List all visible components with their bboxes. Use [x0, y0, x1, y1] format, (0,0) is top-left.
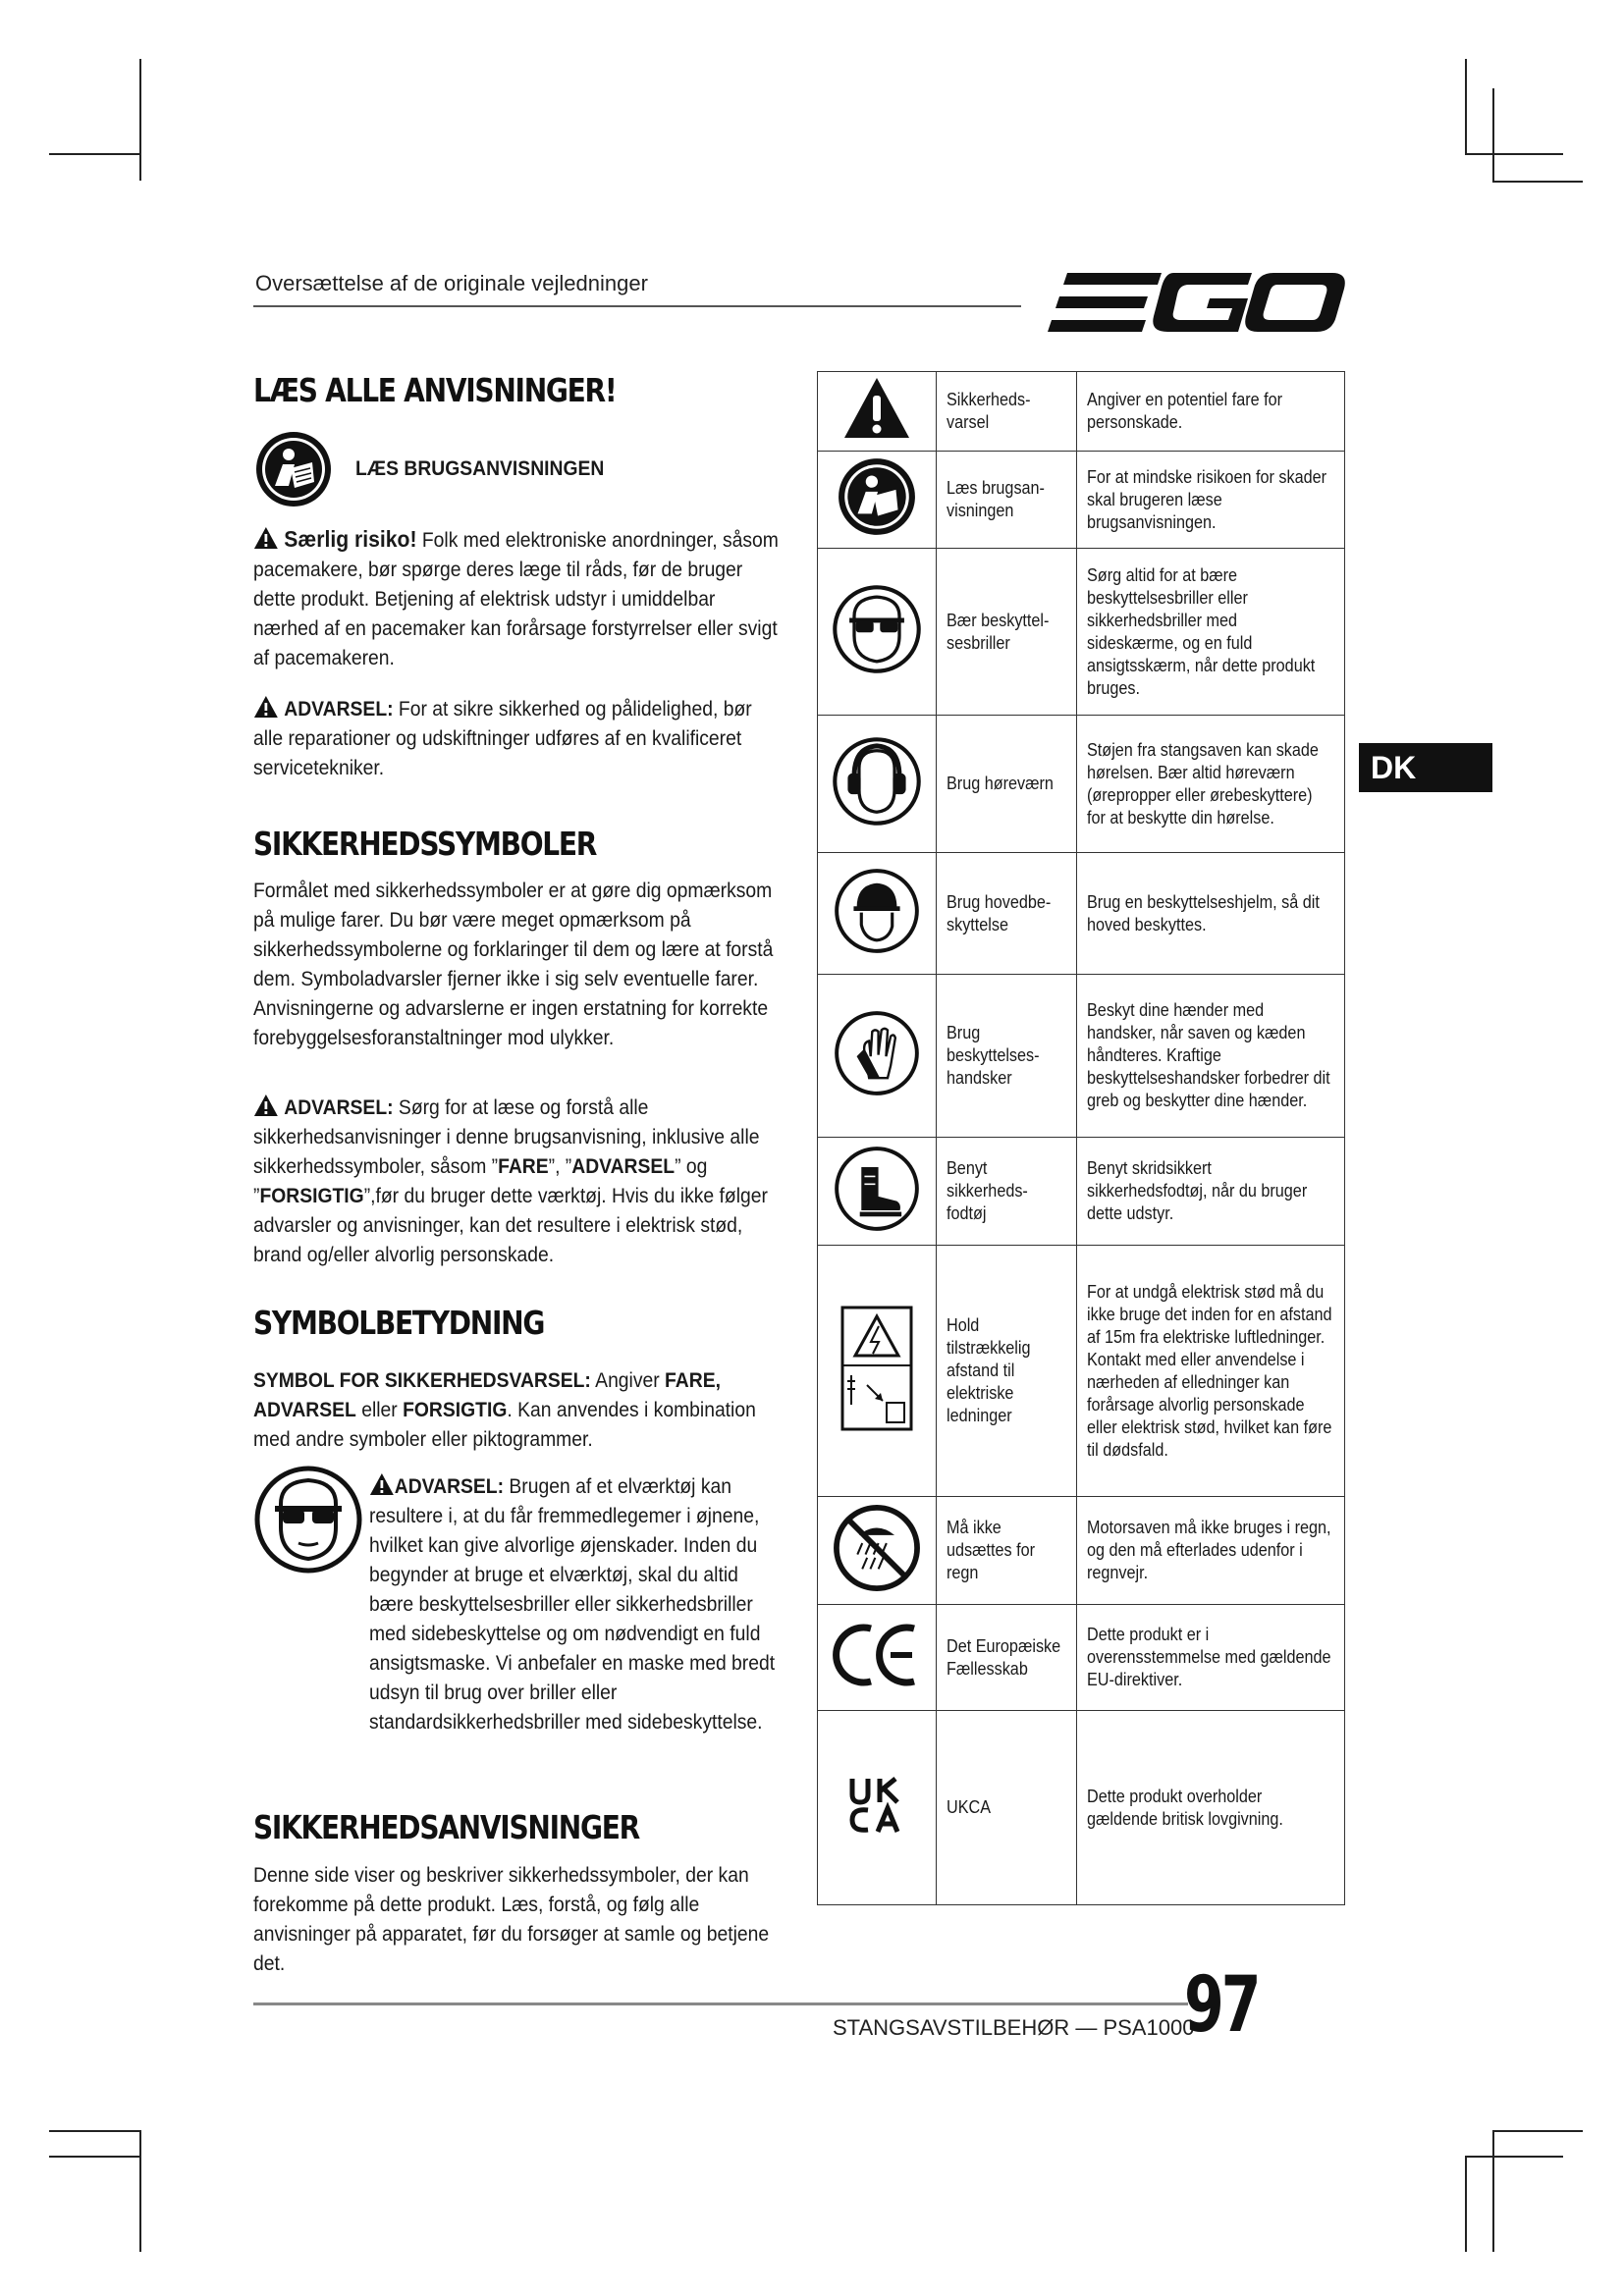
symbol-meaning-paragraph: SYMBOL FOR SIKKERHEDSVARSEL: Angiver FARE, ADVARSEL eller FORSIGTIG. Kan anvendes i kombination med andre symboler eller piktogrammer.	[253, 1369, 756, 1451]
crop-mark	[1467, 2156, 1563, 2158]
header-rule	[253, 305, 1021, 307]
no-rain-icon	[832, 1503, 922, 1593]
symbol-description: For at mindske risikoen for skader skal brugeren læse brugsanvisningen.	[1087, 466, 1326, 532]
warning-triangle-icon	[253, 1094, 279, 1117]
ukca-mark-icon	[846, 1775, 907, 1836]
crop-mark	[49, 2156, 141, 2158]
ce-mark-icon	[832, 1621, 922, 1689]
warning-triangle-icon	[253, 695, 279, 719]
crop-mark	[1492, 2130, 1494, 2252]
crop-mark	[1465, 2156, 1467, 2252]
symbol-name: Hold tilstrækkelig afstand til elektriske ledninger	[947, 1315, 1031, 1425]
warning-triangle-icon	[842, 376, 911, 441]
crop-mark	[139, 2130, 141, 2252]
warning-triangle-icon	[253, 526, 279, 550]
read-manual-label: LÆS BRUGSANVISNINGEN	[355, 457, 605, 480]
language-tab-dk: DK	[1359, 743, 1492, 792]
safety-symbols-table	[817, 371, 1345, 1905]
symbol-name: Bær beskyttel-sesbriller	[947, 610, 1050, 653]
page-number: 97	[1184, 1961, 1259, 2050]
symbol-name: Må ikke udsættes for regn	[947, 1518, 1036, 1582]
table-row	[818, 1246, 1345, 1497]
symbol-description: Sørg altid for at bære beskyttelsesbriller eller sikkerhedsbriller med sideskærme, og en fuld ansigtsskærm, når dette produkt bruges.	[1087, 564, 1316, 698]
symbol-description: Benyt skridsikkert sikkerhedsfodtøj, når du bruger dette udstyr.	[1087, 1158, 1308, 1223]
symbol-name: UKCA	[947, 1797, 992, 1817]
footer-rule	[253, 2002, 1188, 2005]
crop-mark	[1492, 181, 1583, 183]
symbol-description: Motorsaven må ikke bruges i regn, og den må efterlades udenfor i regnvejr.	[1087, 1518, 1331, 1582]
warning-triangle-icon	[369, 1472, 395, 1496]
table-row	[818, 549, 1345, 716]
crop-mark	[49, 2130, 141, 2132]
crop-mark	[139, 153, 141, 181]
symbol-name: Læs brugsan-visningen	[947, 478, 1045, 520]
crop-mark	[1465, 59, 1467, 155]
safety-glasses-icon	[832, 584, 922, 674]
symbol-description: Beskyt dine hænder med handsker, når saven og kæden håndteres. Kraftige beskyttelseshandsker forbedrer dit greb og beskytter dine hænder.	[1087, 1000, 1330, 1110]
safety-glasses-icon	[253, 1465, 363, 1575]
table-row	[818, 1605, 1345, 1711]
heading-symbol-meaning: SYMBOLBETYDNING	[253, 1304, 545, 1342]
symbol-description: Dette produkt overholder gældende britisk lovgivning.	[1087, 1786, 1283, 1829]
read-manual-icon	[253, 429, 334, 509]
symbol-description: Brug en beskyttelseshjelm, så dit hoved beskyttes.	[1087, 891, 1320, 934]
special-risk-paragraph: Særlig risiko! Folk med elektroniske anordninger, såsom pacemakere, bør spørge deres læge til råds, før de bruger dette produkt. Betjening af elektrisk udstyr i umiddelbar nærhed af en pacemaker kan forårsage forstyrrelser eller svigt af pacemakeren.	[253, 526, 779, 669]
symbol-description: For at undgå elektrisk stød må du ikke bruge det inden for en afstand af 15m fra elektriske luftledninger. Kontakt med eller anvendelse i nærheden af elledninger kan forårsage alvorlig personskade eller elektrisk stød, hvilket kan føre til dødsfald.	[1087, 1281, 1332, 1460]
footer-product: STANGSAVSTILBEHØR — PSA1000	[833, 2015, 1195, 2040]
symbol-description: Dette produkt er i overensstemmelse med gældende EU-direktiver.	[1087, 1625, 1331, 1689]
gloves-icon	[834, 1010, 920, 1096]
helmet-icon	[834, 868, 920, 954]
power-lines-icon	[839, 1305, 914, 1432]
heading-safety-symbols: SIKKERHEDSSYMBOLER	[253, 825, 597, 863]
table-row	[818, 716, 1345, 853]
symbol-name: Det Europæiske Fællesskab	[947, 1635, 1061, 1679]
ego-logo	[1046, 265, 1345, 340]
symbol-description: Angiver en potentiel fare for personskade.	[1087, 390, 1283, 432]
symbol-description: Støjen fra stangsaven kan skade hørelsen. Bær altid høreværn (ørepropper eller ørebeskyttere) for at beskytte din hørelse.	[1087, 739, 1319, 828]
symbol-name: Brug beskyttelses-handsker	[947, 1023, 1040, 1088]
read-manual-icon	[836, 455, 918, 538]
crop-mark	[1492, 2130, 1583, 2132]
symbol-name: Benyt sikkerheds-fodtøj	[947, 1158, 1028, 1223]
goggles-warning-paragraph: ADVARSEL: Brugen af et elværktøj kan resultere i, at du får fremmedlegemer i øjnene, hvilket kan give alvorlige øjenskader. Inden du begynder at bruge et elværktøj, skal du altid bære beskyttelsesbriller eller sikkerhedsbriller med sidebeskyttelse og om nødvendigt en fuld ansigtsmaske. Vi anbefaler en maske med bredt udsyn til brug over briller eller standardsikkerhedsbriller med sidebeskyttelse.	[369, 1472, 782, 1737]
warning-repairs-paragraph: ADVARSEL: For at sikre sikkerhed og pålidelighed, bør alle reparationer og udskiftninger udføres af en kvalificeret servicetekniker.	[253, 695, 784, 783]
table-row	[818, 372, 1345, 452]
heading-safety-instructions: SIKKERHEDSANVISNINGER	[253, 1808, 639, 1846]
symbol-name: Sikkerheds-varsel	[947, 390, 1031, 432]
heading-read-all: LÆS ALLE ANVISNINGER!	[253, 371, 617, 409]
instructions-paragraph: Denne side viser og beskriver sikkerhedssymboler, der kan forekomme på dette produkt. Læs, forstå, og følg alle anvisninger på apparatet, før du forsøger at samle og betjene det.	[253, 1864, 770, 1975]
table-row	[818, 975, 1345, 1138]
crop-mark	[49, 153, 141, 155]
table-row	[818, 1711, 1345, 1905]
svg-text:EGO: EGO	[1046, 265, 1049, 266]
table-row	[818, 1497, 1345, 1605]
crop-mark	[1467, 153, 1563, 155]
safety-boots-icon	[834, 1146, 920, 1232]
ear-protection-icon	[832, 736, 922, 827]
symbols-intro-paragraph: Formålet med sikkerhedssymboler er at gøre dig opmærksom på mulige farer. Du bør være meget opmærksom på sikkerhedssymbolerne og forklaringer til dem og lære at forstå dem. Symboladvarsler fjerner ikke i sig selv eventuelle farer. Anvisningerne og advarslerne er ingen erstatning for korrekte forebyggelsesforanstaltninger mod ulykker.	[253, 880, 774, 1049]
symbol-name: Brug høreværn	[947, 774, 1054, 793]
table-row	[818, 452, 1345, 549]
header-subtitle: Oversættelse af de originale vejledninger	[255, 271, 648, 295]
crop-mark	[1492, 88, 1494, 181]
symbol-name: Brug hovedbe-skyttelse	[947, 891, 1052, 934]
warning-read-paragraph: ADVARSEL: Sørg for at læse og forstå alle sikkerhedsanvisninger i denne brugsanvisning, inklusive alle sikkerhedssymboler, såsom ”FARE”, ”ADVARSEL” og ”FORSIGTIG”,før du bruger dette værktøj. Hvis du ikke følger advarsler og anvisninger, kan det resultere i elektrisk stød, brand og/eller alvorlig personskade.	[253, 1094, 784, 1270]
table-row	[818, 1138, 1345, 1246]
table-row	[818, 853, 1345, 975]
